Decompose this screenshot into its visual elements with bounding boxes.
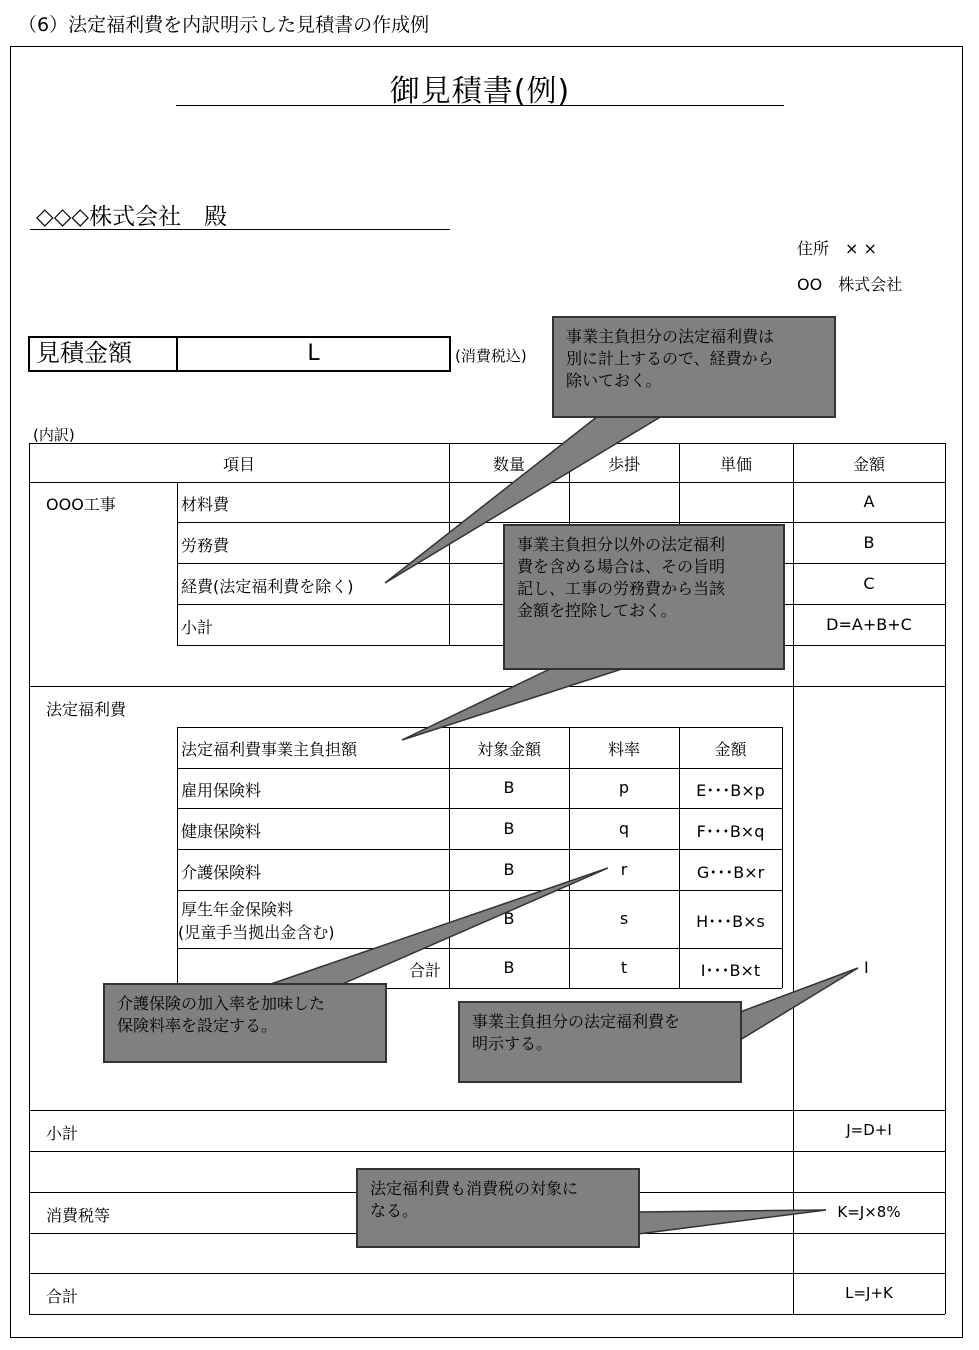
tax-label: 消費税等: [46, 1206, 111, 1225]
row-amount: D=A+B+C: [826, 615, 912, 634]
subtotal-amount: J=D+I: [846, 1121, 892, 1139]
total-label: 合計: [46, 1287, 79, 1306]
subheader-rate: 料率: [607, 740, 640, 759]
callout-line: 明示する。: [472, 1034, 553, 1053]
row-amount: B: [863, 533, 875, 552]
row-amount: C: [863, 574, 875, 593]
total-amount: L=J+K: [845, 1284, 893, 1302]
welfare-row-base: B: [503, 819, 515, 838]
page-heading: （6）法定福利費を内訳明示した見積書の作成例: [18, 14, 430, 36]
callout-tail-5: [638, 1210, 826, 1234]
callout-line: なる。: [370, 1201, 419, 1220]
welfare-amount: I: [864, 958, 869, 977]
callout-box: [503, 524, 785, 670]
estimate-label: 見積金額: [30, 338, 178, 370]
welfare-row-rate: q: [618, 819, 630, 838]
welfare-row-amount: H･･･B×s: [696, 912, 765, 931]
callout-box: [356, 1168, 640, 1248]
callout-line: 事業主負担分の法定福利費は: [566, 327, 775, 346]
construction-name: OOO工事: [46, 495, 116, 514]
welfare-total-rate: t: [620, 958, 628, 977]
subheader-item: 法定福利費事業主負担額: [181, 740, 358, 759]
estimate-value: L: [307, 341, 320, 366]
welfare-total-label: 合計: [409, 961, 442, 980]
welfare-row-amount: E･･･B×p: [696, 781, 765, 800]
welfare-row-base: B: [503, 778, 515, 797]
callout-line: 保険料率を設定する。: [117, 1016, 278, 1035]
welfare-label: 法定福利費: [46, 700, 127, 719]
callout-tail-3: [268, 868, 608, 985]
row-item: 経費(法定福利費を除く): [181, 577, 354, 596]
callout-line: 介護保険の加入率を加味した: [117, 994, 326, 1013]
breakdown-label: (内訳): [33, 426, 75, 444]
callout-line: 法定福利費も消費税の対象に: [370, 1179, 579, 1198]
callout-line: 事業主負担分以外の法定福利: [517, 535, 726, 554]
callout-box: [103, 983, 387, 1063]
callout-line: 事業主負担分の法定福利費を: [472, 1012, 681, 1031]
header-item: 項目: [222, 455, 255, 474]
subtotal-label: 小計: [46, 1124, 79, 1143]
callout-line: 除いておく。: [566, 371, 662, 390]
callout-box: [458, 1001, 742, 1083]
row-item: 材料費: [181, 495, 230, 514]
welfare-row-amount: F･･･B×q: [696, 822, 765, 841]
callout-line: 別に計上するので、経費から: [566, 349, 774, 368]
tax-amount: K=J×8%: [837, 1203, 901, 1221]
welfare-total-base: B: [503, 958, 515, 977]
client-name: ◇◇◇株式会社 殿: [36, 204, 228, 230]
header-unit-price: 単価: [719, 455, 752, 474]
callout-line: 費を含める場合は、その旨明: [517, 557, 726, 576]
subheader-base: 対象金額: [476, 740, 541, 759]
welfare-row-item-note: (児童手当拠出金含む): [178, 923, 335, 942]
welfare-row-item: 雇用保険料: [181, 781, 262, 800]
callout-line: 金額を控除しておく。: [517, 601, 677, 620]
welfare-total-amount: I･･･B×t: [700, 961, 761, 980]
callout-line: 記し、工事の労務費から当該: [517, 579, 726, 598]
sender-company: OO 株式会社: [797, 275, 903, 294]
callout-tail-2: [402, 668, 625, 740]
callout-tail-4: [740, 968, 858, 1040]
subheader-amount: 金額: [714, 740, 747, 759]
welfare-row-item: 厚生年金保険料: [181, 900, 294, 919]
welfare-row-rate: s: [619, 909, 629, 928]
row-item: 労務費: [181, 536, 230, 555]
welfare-row-base: B: [503, 860, 515, 879]
callout-box: [552, 316, 836, 418]
welfare-row-rate: p: [618, 778, 630, 797]
welfare-row-item: 介護保険料: [181, 863, 262, 882]
header-quantity: 数量: [492, 455, 525, 474]
welfare-row-base: B: [503, 909, 515, 928]
row-amount: A: [863, 492, 875, 511]
row-item: 小計: [181, 618, 214, 637]
sender-address: 住所 × ×: [797, 239, 877, 258]
header-rate: 歩掛: [607, 455, 640, 474]
welfare-row-rate: r: [620, 860, 628, 879]
document-title: 御見積書(例): [389, 74, 571, 109]
header-amount: 金額: [852, 455, 885, 474]
tax-note: (消費税込): [455, 347, 527, 365]
welfare-row-item: 健康保険料: [181, 822, 262, 841]
welfare-row-amount: G･･･B×r: [696, 863, 765, 882]
